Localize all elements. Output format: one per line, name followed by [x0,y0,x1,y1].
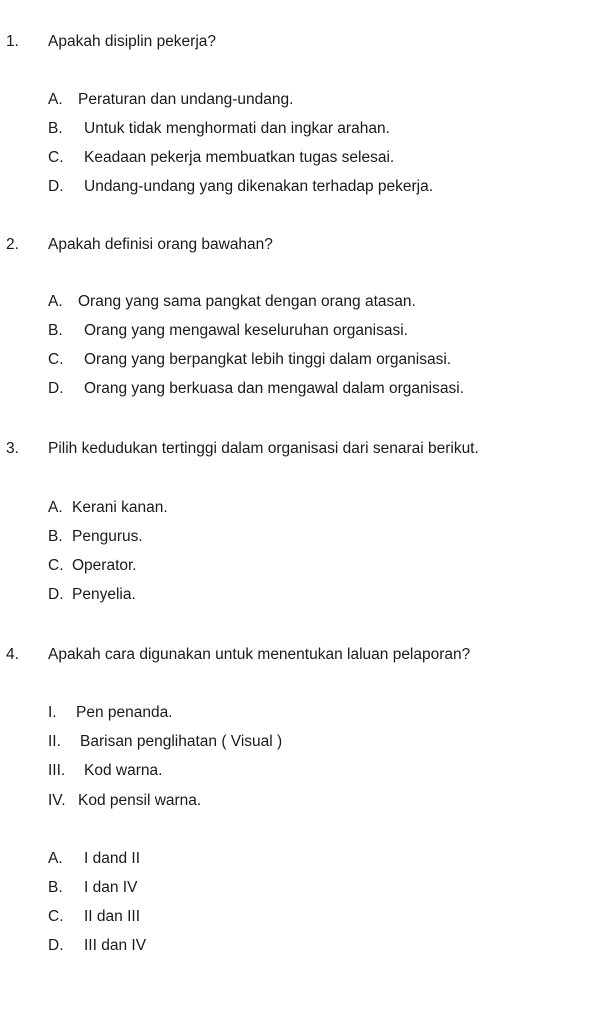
question-number: 1. [6,33,19,50]
option-text: I dan IV [84,879,138,896]
option-label: C. [48,557,64,574]
question-text: Pilih kedudukan tertinggi dalam organisasi dari senarai berikut. [48,440,479,457]
option-text: III dan IV [84,937,147,954]
option-text: II dan III [84,908,141,925]
option-text: Penyelia. [72,586,136,603]
option-text: Orang yang mengawal keseluruhan organisasi. [84,322,408,339]
question-text: Apakah disiplin pekerja? [48,33,217,50]
option-label: A. [48,850,63,867]
statement-label: IV. [48,792,66,809]
statement-label: I. [48,704,57,721]
option-label: D. [48,937,64,954]
statement-text: Barisan penglihatan ( Visual ) [80,733,283,750]
option-text: Operator. [72,557,137,574]
option-text: Orang yang berpangkat lebih tinggi dalam organisasi. [84,351,452,368]
statement-label: II. [48,733,61,750]
option-text: I dand II [84,850,141,867]
option-label: D. [48,586,64,603]
statement-text: Pen penanda. [76,704,173,721]
option-text: Peraturan dan undang-undang. [78,91,294,108]
option-label: B. [48,120,63,137]
option-label: C. [48,149,64,166]
option-text: Undang-undang yang dikenakan terhadap pekerja. [84,178,434,195]
statement-text: Kod pensil warna. [78,792,202,809]
question-number: 3. [6,440,19,457]
option-text: Orang yang berkuasa dan mengawal dalam organisasi. [84,380,464,397]
option-text: Orang yang sama pangkat dengan orang atasan. [78,293,416,310]
option-text: Pengurus. [72,528,143,545]
option-text: Untuk tidak menghormati dan ingkar arahan. [84,120,390,137]
statement-label: III. [48,762,66,779]
option-label: A. [48,91,63,108]
option-label: B. [48,879,63,896]
option-label: B. [48,528,63,545]
option-label: D. [48,178,64,195]
question-number: 4. [6,646,19,663]
option-label: A. [48,499,63,516]
option-label: C. [48,908,64,925]
option-label: D. [48,380,64,397]
option-label: C. [48,351,64,368]
question-text: Apakah definisi orang bawahan? [48,236,273,253]
option-label: B. [48,322,63,339]
option-label: A. [48,293,63,310]
option-text: Keadaan pekerja membuatkan tugas selesai. [84,149,395,166]
option-text: Kerani kanan. [72,499,168,516]
question-text: Apakah cara digunakan untuk menentukan laluan pelaporan? [48,646,471,663]
statement-text: Kod warna. [84,762,163,779]
question-number: 2. [6,236,19,253]
